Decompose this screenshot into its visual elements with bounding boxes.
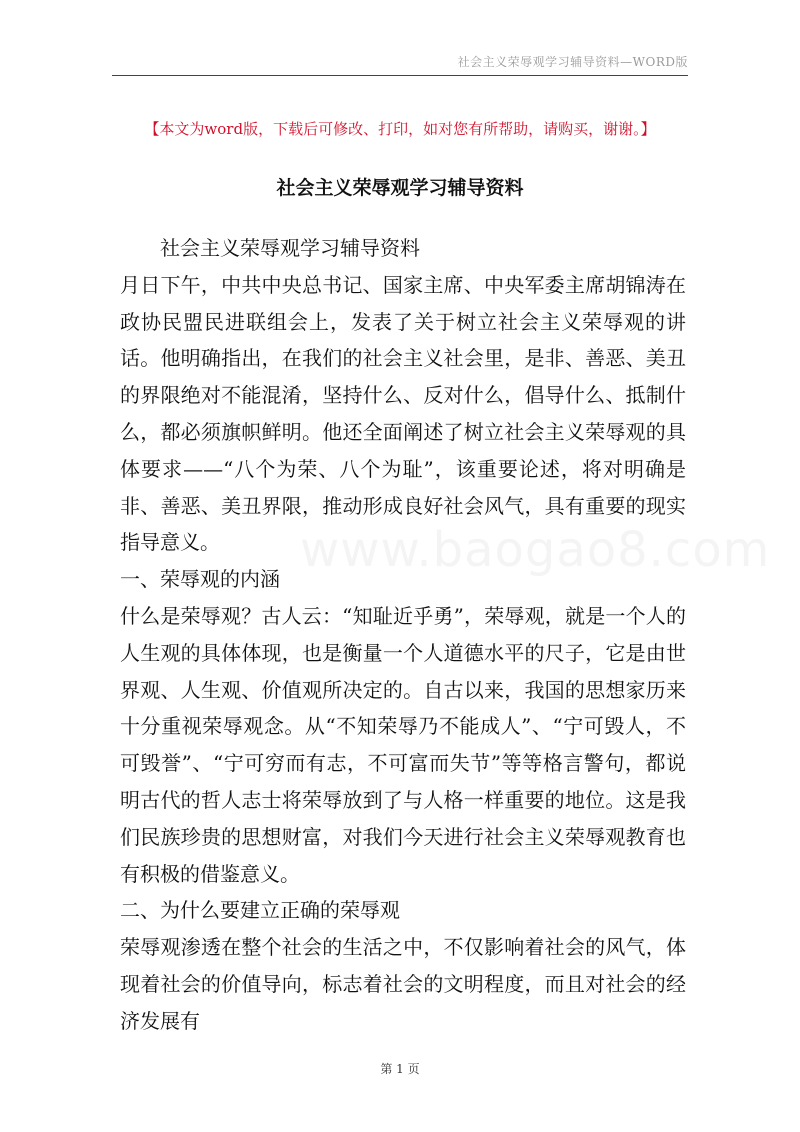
header-divider [112, 75, 688, 76]
section-heading: 二、为什么要建立正确的荣辱观 [120, 898, 400, 923]
running-header: 社会主义荣辱观学习辅导资料—WORD版 [457, 55, 688, 69]
document-body [120, 230, 686, 1040]
body-paragraph: 月日下午，中共中央总书记、国家主席、中央军委主席胡锦涛在政协民盟民进联组会上，发表了关于树立社会主义荣辱观的讲话。他明确指出，在我们的社会主义社会里，是非、善恶、美丑的界限绝对不能混淆，坚持什么、反对什么，倡导什么、抵制什么，都必须旗帜鲜明。他还全面阐述了树立社会主义荣辱观的具体要求——“八个为荣、八个为耻”，该重要论述，将对明确是非、善恶、美丑界限，推动形成良好社会风气，具有重要的现实指导意义。 [120, 272, 686, 555]
download-notice: 【本文为word版，下载后可修改、打印，如对您有所帮助，请购买，谢谢。】 [144, 120, 656, 138]
body-paragraph: 什么是荣辱观？古人云：“知耻近乎勇”，荣辱观，就是一个人的人生观的具体体现，也是衡量一个人道德水平的尺子，它是由世界观、人生观、价值观所决定的。自古以来，我国的思想家历来十分重视荣辱观念。从“不知荣辱乃不能成人”、“宁可毁人，不可毁誉”、“宁可穷而有志，不可富而失节”等等格言警句，都说明古代的哲人志士将荣辱放到了与人格一样重要的地位。这是我们民族珍贵的思想财富，对我们今天进行社会主义荣辱观教育也有积极的借鉴意义。 [120, 603, 686, 886]
section-heading: 一、荣辱观的内涵 [120, 567, 280, 592]
page-number: 第 1 页 [380, 1062, 420, 1076]
subtitle-paragraph: 社会主义荣辱观学习辅导资料 [160, 236, 420, 260]
document-title: 社会主义荣辱观学习辅导资料 [276, 177, 524, 199]
body-paragraph: 荣辱观渗透在整个社会的生活之中，不仅影响着社会的风气，体现着社会的价值导向，标志着社会的文明程度，而且对社会的经济发展有 [120, 935, 686, 1033]
watermark: www.baogao8.com [300, 522, 771, 578]
